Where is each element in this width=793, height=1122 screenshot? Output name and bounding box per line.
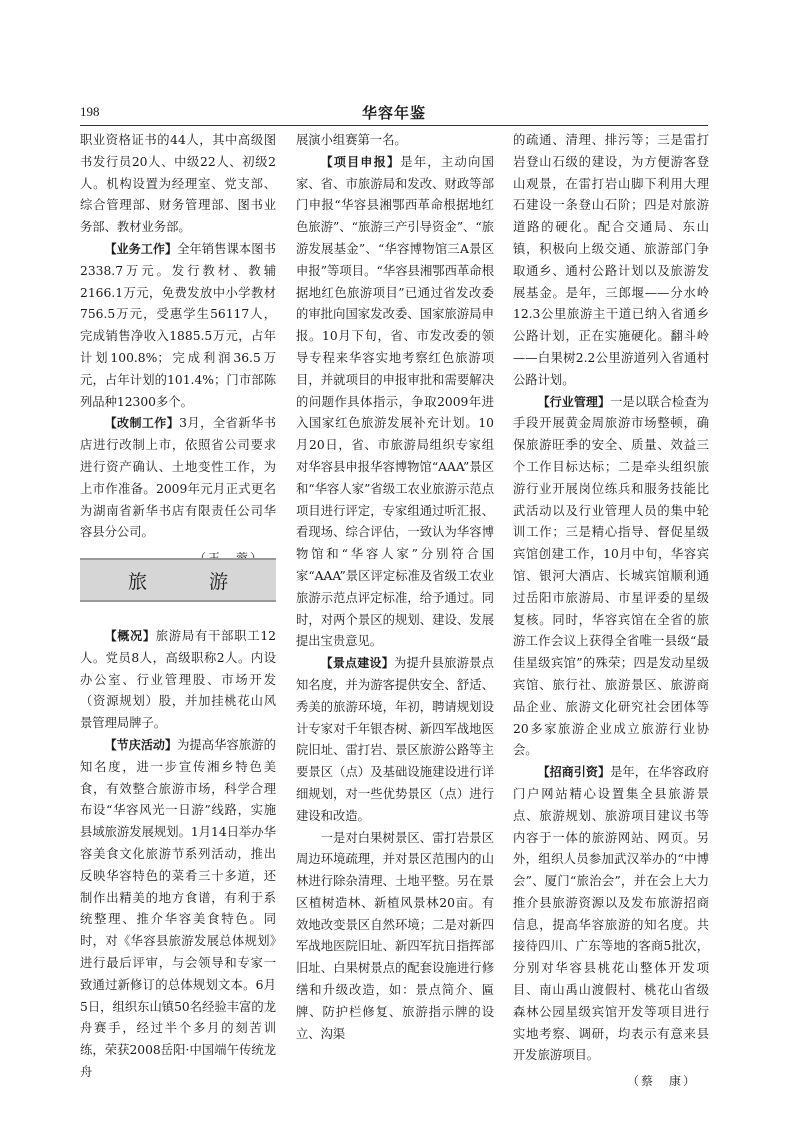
- section-heading-box: [80, 558, 276, 602]
- column-1: [80, 130, 276, 570]
- paragraph-text: 是年，主动向国家、省、市旅游局和发改、财政等部门申报“华容县湘鄂西革命根据地红色旅游”、“旅游三产引导资金”、“旅游发展基金”、“华容博物馆三A景区申报”等项目。“华容县湘鄂西革命根据地红色旅游项目”已通过省发改委的审批向国家发改委、国家旅游局申报。10月下旬，省、市发改委的领导专程来华容实地考察红色旅游项目，并就项目的申报审批和需要解决的问题作具体指示，争取2009年进入国家红色旅游发展补充计划。10月20日，省、市旅游局组织专家组对华容县申报华容博物馆“AAA”景区和“华容人家”省级工农业旅游示范点项目进行评定，专家组通过听汇报、看现场、综合评估，一致认为华容博物馆和“华容人家”分别符合国家“AAA”景区评定标准及省级工农业旅游示范点评定标准，给予通过。同时，对两个景区的规划、建设、发展提出宝贵意见。: [296, 154, 494, 649]
- column-1-lower: [80, 626, 276, 1084]
- paragraph-text: 为提高华容旅游的知名度，进一步宣传湘乡特色美食，有效整合旅游市场，科学合理布设“华容风光一日游”线路，实施县域旅游发展规划。1月14日举办华容美食文化旅游节系列活动，推出反映华容特色的菜肴三十多道，还制作出精美的地方食谱，有利于系统整理、推介华容美食特色。同时，对《华容县旅游发展总体规划》进行最后评审，与会领导和专家一致通过新修订的总体规划文本。6月5日，组织东山镇50名经验丰富的龙舟赛手，经过半个多月的刻苦训练，荣获2008岳阳·中国端午传统龙舟: [80, 737, 276, 1079]
- paragraph: [296, 653, 494, 827]
- column-3: [513, 130, 709, 1093]
- section-tag: 【招商引资】: [537, 765, 611, 780]
- paragraph: [80, 413, 276, 544]
- section-tag: 【改制工作】: [104, 416, 180, 431]
- section-tag: 【景点建设】: [320, 656, 394, 671]
- header-rule: [80, 125, 708, 126]
- section-tag: 【概况】: [104, 629, 156, 643]
- paragraph: 职业资格证书的44人，其中高级图书发行员20人、中级22人、初级2人。机构设置为经理室、党支部、综合管理部、财务管理部、图书业务部、教材业务部。: [80, 133, 276, 235]
- author-credit: （蔡 康）: [626, 1074, 697, 1089]
- paragraph-text: 为提升县旅游景点知名度，并为游客提供安全、舒适、秀美的旅游环境，年初，聘请规划设计专家对千年银杏树、新四军战地医院旧址、雷打岩、景区旅游公路等主要景区（点）及基础设施建设进行详细规划，对一些优势景区（点）进行建设和改造。: [296, 656, 494, 823]
- section-title: 旅 游: [127, 570, 257, 593]
- page-header: [80, 104, 708, 126]
- paragraph: [80, 626, 276, 735]
- section-tag: 【业务工作】: [104, 241, 178, 256]
- paragraph: 一是对白果树景区、雷打岩景区周边环境疏理，并对景区范围内的山林进行除杂清理、土地平整。另在景区植树造林、新植风景林20亩。有效地改变景区自然环境；二是对新四军战地医院旧址、新四军抗日指挥部旧址、白果树景点的配套设施进行修缮和升级改造，如：景点简介、匾牌、防护栏修复、旅游指示牌的设立、沟渠: [296, 830, 494, 1041]
- section-tag: 【项目申报】: [320, 154, 401, 169]
- paragraph: [296, 152, 494, 653]
- book-title: 华容年鉴: [361, 104, 426, 122]
- paragraph: [80, 735, 276, 1084]
- paragraph-text: 旅游局有干部职工12人。党员8人，高级职称2人。内设办公室、行业管理股、市场开发（资源规划）股，并加挂桃花山风景管理局牌子。: [80, 629, 276, 731]
- paragraph: [513, 392, 709, 763]
- column-2: [296, 130, 494, 1045]
- paragraph: 的疏通、清理、排污等；三是雷打岩登山石级的建设，为方便游客登山观景，在雷打岩山脚下利用大理石建设一条登山石阶；四是对旅游道路的硬化。配合交通局、东山镇，积极向上级交通、旅游部门争取通乡、通村公路计划以及旅游发展基金。是年，三郎堰——分水岭12.3公里旅游主干道已纳入省通乡公路计划，正在实施硬化。翻斗岭——白果树2.2公里游道列入省通村公路计划。: [513, 133, 709, 387]
- paragraph: [80, 239, 276, 413]
- page-number: 198: [80, 104, 100, 119]
- section-tag: 【行业管理】: [537, 394, 611, 409]
- paragraph-text: 3月，全省新华书店进行改制上市，依照省公司要求进行资产确认、土地变性工作，为上市作准备。2009年元月正式更名为湖南省新华书店有限责任公司华容县分公司。: [80, 416, 276, 540]
- paragraph: [513, 762, 709, 1067]
- paragraph-text: 全年销售课本图书2338.7万元。发行教材、教辅2166.1万元，免费发放中小学教材756.5万元，受惠学生56117人，完成销售净收入1885.5万元，占年计划100.8%；完成利润36.5万元，占年计划的101.4%；门市部陈列品种12300多个。: [80, 241, 276, 409]
- paragraph-text: 是年，在华容政府门户网站精心设置集全县旅游景点、旅游规划、旅游项目建议书等内容于一体的旅游网站、网页。另外，组织人员参加武汉举办的“中博会”、厦门“旅治会”，并在会上大力推介县旅游资源以及发布旅游招商信息，提高华容旅游的知名度。共接待四川、广东等地的客商5批次，分别对华容县桃花山整体开发项目、南山禹山渡假村、桃花山省级森林公园星级宾馆开发等项目进行实地考察、调研，均表示有意来县开发旅游项目。: [513, 765, 709, 1063]
- paragraph-text: 一是以联合检查为手段开展黄金周旅游市场整顿，确保旅游旺季的安全、质量、效益三个工作目标达标；二是牵头组织旅游行业开展岗位练兵和服务技能比武活动以及行业管理人员的集中轮训工作；三是精心指导、督促星级宾馆创建工作，10月中旬，华容宾馆、银河大酒店、长城宾馆顺利通过岳阳市旅游局、市星评委的星级复核。同时，华容宾馆在全省的旅游工作会议上获得全省唯一县级“最佳星级宾馆”的殊荣；四是发动星级宾馆、旅行社、旅游景区、旅游商品企业、旅游文化研究社会团体等20多家旅游企业成立旅游行业协会。: [513, 394, 709, 758]
- section-tag: 【节庆活动】: [104, 737, 178, 752]
- paragraph: 展演小组赛第一名。: [296, 133, 407, 147]
